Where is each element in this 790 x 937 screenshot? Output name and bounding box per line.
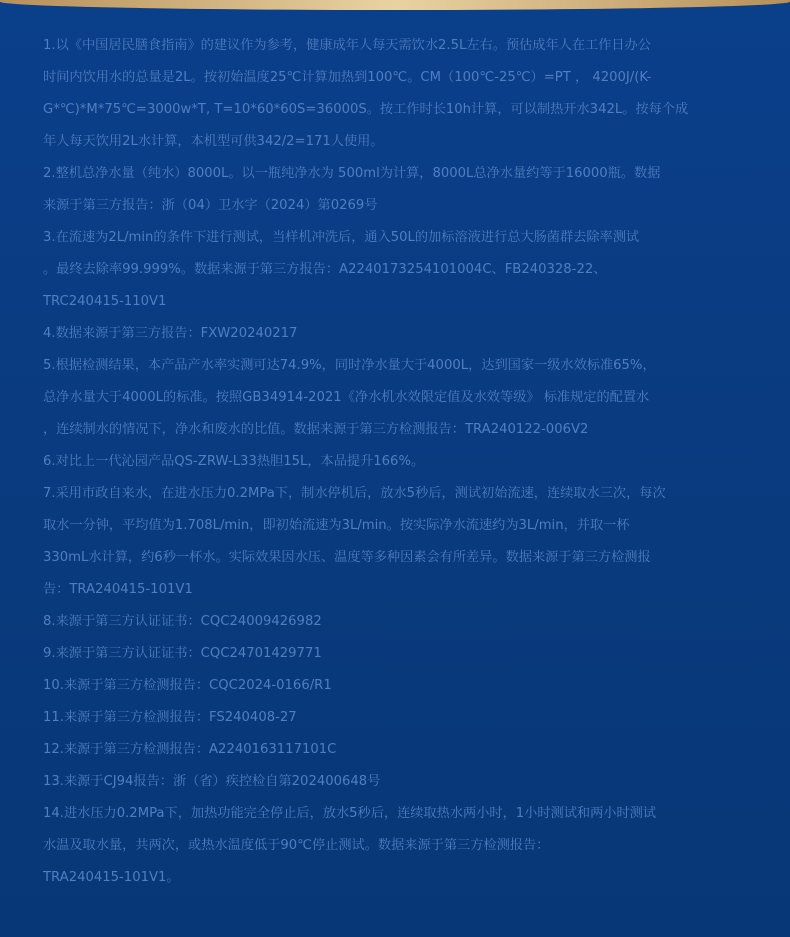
footnote-line: 13.来源于CJ94报告：浙（省）疾控检自第202400648号 [43, 774, 381, 789]
footnote-line: 来源于第三方报告：浙（04）卫水字（2024）第0269号 [43, 198, 378, 213]
footnote-line: 5.根据检测结果，本产品产水率实测可达74.9%，同时净水量大于4000L，达到国家一级水效标准65%， [43, 358, 656, 373]
footnote-line: 11.来源于第三方检测报告：FS240408-27 [43, 710, 297, 725]
footnote-line: ，连续制水的情况下，净水和废水的比值。数据来源于第三方检测报告：TRA240122-006V2 [43, 422, 589, 437]
footnote-item [43, 638, 753, 670]
footnote-line: 6.对比上一代沁园产品QS-ZRW-L33热胆15L，本品提升166%。 [43, 454, 425, 469]
footnote-line: 。最终去除率99.999%。数据来源于第三方报告：A2240173254101004C、FB240328-22、 [43, 262, 607, 277]
footnote-line: 总净水量大于4000L的标准。按照GB34914-2021《净水机水效限定值及水效等级》 标准规定的配置水 [43, 390, 650, 405]
footnote-line: 年人每天饮用2L水计算，本机型可供342/2=171人使用。 [43, 134, 384, 149]
footnote-line: G*℃)*M*75℃=3000w*T, T=10*60*60S=36000S。按工作时长10h计算，可以制热开水342L。按每个成 [43, 102, 689, 117]
gold-top-bar [0, 0, 790, 10]
footnote-item [43, 350, 753, 446]
footnote-item [43, 798, 753, 894]
footnote-line: 3.在流速为2L/min的条件下进行测试，当样机冲洗后，通入50L的加标溶液进行总大肠菌群去除率测试 [43, 230, 640, 245]
footnote-item [43, 766, 753, 798]
footnote-line: 取水一分钟，平均值为1.708L/min，即初始流速为3L/min。按实际净水流速约为3L/min，并取一杯 [43, 518, 630, 533]
footnote-item [43, 446, 753, 478]
footnote-line: 9.来源于第三方认证证书：CQC24701429771 [43, 646, 322, 661]
footnote-item [43, 606, 753, 638]
footnote-line: TRA240415-101V1。 [43, 870, 180, 885]
footnote-line: 8.来源于第三方认证证书：CQC24009426982 [43, 614, 322, 629]
footnote-item [43, 670, 753, 702]
footnote-list [43, 30, 753, 894]
footnote-line: 14.进水压力0.2MPa下，加热功能完全停止后，放水5秒后，连续取热水两小时，1小时测试和两小时测试 [43, 806, 657, 821]
footnote-line: 10.来源于第三方检测报告：CQC2024-0166/R1 [43, 678, 332, 693]
footnote-line: 12.来源于第三方检测报告：A2240163117101C [43, 742, 337, 757]
footnote-item [43, 30, 753, 158]
footnote-item [43, 318, 753, 350]
footnote-item [43, 222, 753, 318]
footnote-line: 330mL水计算，约6秒一杯水。实际效果因水压、温度等多种因素会有所差异。数据来源于第三方检测报 [43, 550, 651, 565]
footnote-line: 时间内饮用水的总量是2L。按初始温度25℃计算加热到100℃。CM（100℃-25℃）=PT ， 4200J/(K- [43, 70, 652, 85]
footnote-item [43, 702, 753, 734]
footnote-line: 告：TRA240415-101V1 [43, 582, 193, 597]
footnote-item [43, 478, 753, 606]
footnote-line: 1.以《中国居民膳食指南》的建议作为参考，健康成年人每天需饮水2.5L左右。预估成年人在工作日办公 [43, 38, 651, 53]
footnote-item [43, 734, 753, 766]
footnote-line: 水温及取水量，共两次，或热水温度低于90℃停止测试。数据来源于第三方检测报告： [43, 838, 550, 853]
footnote-line: TRC240415-110V1 [43, 294, 167, 309]
footnote-line: 2.整机总净水量（纯水）8000L。以一瓶纯净水为 500ml为计算，8000L总净水量约等于16000瓶。数据 [43, 166, 661, 181]
footnote-item [43, 158, 753, 222]
footnote-line: 7.采用市政自来水，在进水压力0.2MPa下，制水停机后，放水5秒后，测试初始流速，连续取水三次，每次 [43, 486, 666, 501]
footnote-line: 4.数据来源于第三方报告：FXW20240217 [43, 326, 298, 341]
